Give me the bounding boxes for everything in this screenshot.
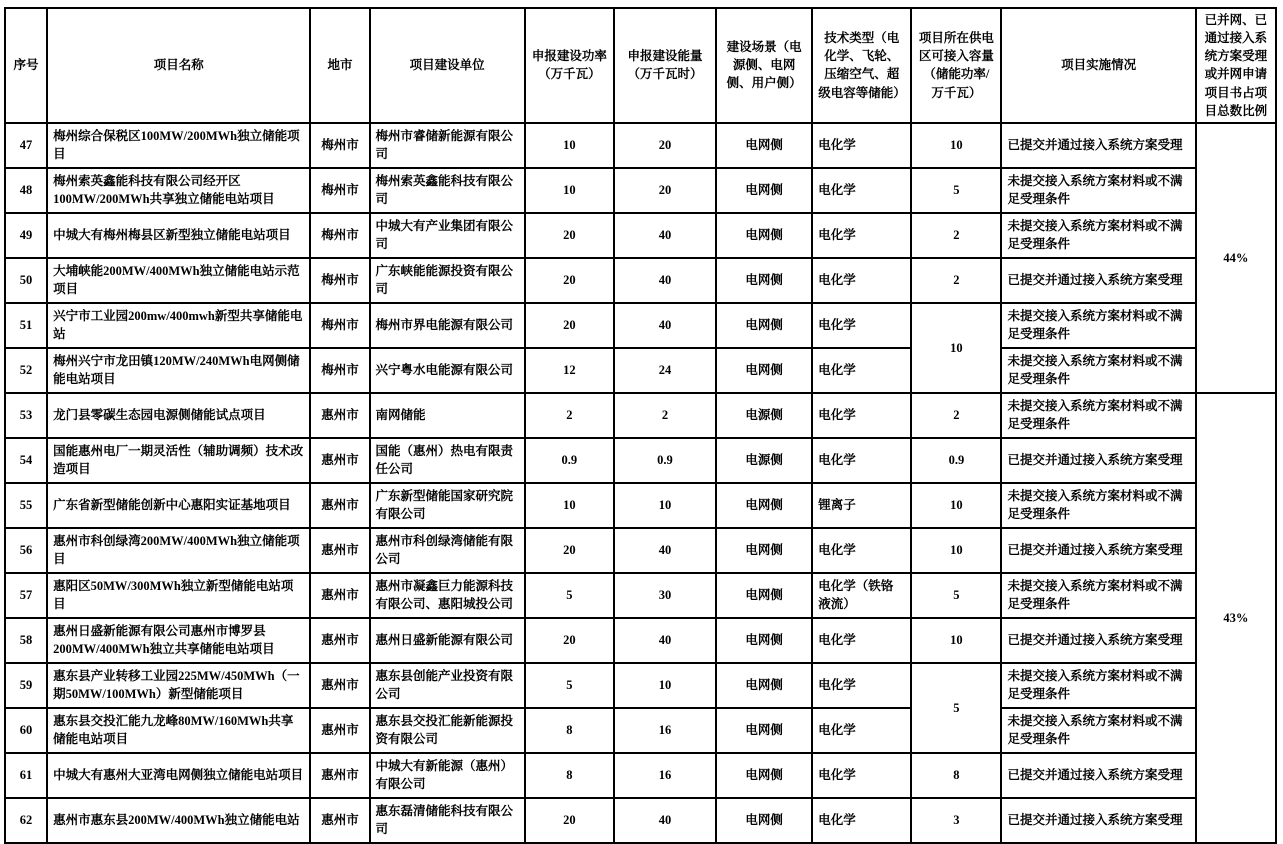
cell-construction-unit: 惠州日盛新能源有限公司 <box>370 618 525 663</box>
cell-implementation-status: 已提交并通过接入系统方案受理 <box>1001 753 1195 798</box>
cell-declared-energy: 40 <box>614 618 716 663</box>
cell-serial-number: 60 <box>5 708 47 753</box>
column-header-9: 项目实施情况 <box>1001 8 1195 123</box>
cell-declared-energy: 16 <box>614 708 716 753</box>
cell-declared-power: 10 <box>525 483 614 528</box>
cell-construction-unit: 兴宁粤水电能源有限公司 <box>370 348 525 393</box>
cell-construction-unit: 惠东磊清储能科技有限公司 <box>370 798 525 843</box>
cell-city: 惠州市 <box>310 393 369 438</box>
cell-technology-type: 电化学 <box>812 213 911 258</box>
cell-construction-scenario: 电网侧 <box>716 618 812 663</box>
cell-serial-number: 58 <box>5 618 47 663</box>
cell-technology-type: 电化学（铁铬液流） <box>812 573 911 618</box>
cell-declared-power: 2 <box>525 393 614 438</box>
cell-declared-energy: 40 <box>614 528 716 573</box>
cell-declared-energy: 40 <box>614 798 716 843</box>
cell-project-name: 广东省新型储能创新中心惠阳实证基地项目 <box>47 483 310 528</box>
cell-implementation-status: 未提交接入系统方案材料或不满足受理条件 <box>1001 303 1195 348</box>
cell-project-name: 梅州索英鑫能科技有限公司经开区100MW/200MWh共享独立储能电站项目 <box>47 168 310 213</box>
cell-serial-number: 47 <box>5 123 47 168</box>
column-header-5: 申报建设能量（万千瓦时） <box>614 8 716 123</box>
cell-technology-type: 电化学 <box>812 528 911 573</box>
cell-connectable-capacity: 5 <box>911 663 1001 753</box>
cell-declared-energy: 0.9 <box>614 438 716 483</box>
table-row-60 <box>5 708 1276 753</box>
cell-connectable-capacity: 8 <box>911 753 1001 798</box>
table-row-54 <box>5 438 1276 483</box>
cell-construction-scenario: 电源侧 <box>716 393 812 438</box>
cell-technology-type: 电化学 <box>812 663 911 708</box>
cell-construction-scenario: 电网侧 <box>716 753 812 798</box>
cell-construction-scenario: 电网侧 <box>716 528 812 573</box>
header-row <box>5 8 1276 123</box>
cell-construction-scenario: 电网侧 <box>716 123 812 168</box>
cell-implementation-status: 未提交接入系统方案材料或不满足受理条件 <box>1001 573 1195 618</box>
cell-technology-type: 锂离子 <box>812 483 911 528</box>
cell-serial-number: 56 <box>5 528 47 573</box>
cell-declared-power: 20 <box>525 213 614 258</box>
cell-declared-energy: 40 <box>614 303 716 348</box>
cell-project-name: 梅州综合保税区100MW/200MWh独立储能项目 <box>47 123 310 168</box>
cell-declared-power: 20 <box>525 798 614 843</box>
cell-city: 梅州市 <box>310 303 369 348</box>
cell-city: 梅州市 <box>310 123 369 168</box>
cell-city: 惠州市 <box>310 618 369 663</box>
cell-technology-type: 电化学 <box>812 348 911 393</box>
cell-grid-connection-ratio: 43% <box>1196 393 1276 843</box>
cell-declared-energy: 30 <box>614 573 716 618</box>
column-header-0: 序号 <box>5 8 47 123</box>
table-row-49 <box>5 213 1276 258</box>
cell-connectable-capacity: 10 <box>911 483 1001 528</box>
cell-technology-type: 电化学 <box>812 618 911 663</box>
table-row-58 <box>5 618 1276 663</box>
column-header-3: 项目建设单位 <box>370 8 525 123</box>
cell-project-name: 惠东县产业转移工业园225MW/450MWh（一期50MW/100MWh）新型储能项目 <box>47 663 310 708</box>
cell-serial-number: 48 <box>5 168 47 213</box>
cell-implementation-status: 已提交并通过接入系统方案受理 <box>1001 123 1195 168</box>
cell-construction-unit: 梅州市界电能源有限公司 <box>370 303 525 348</box>
table-row-59 <box>5 663 1276 708</box>
cell-construction-scenario: 电网侧 <box>716 798 812 843</box>
column-header-8: 项目所在供电区可接入容量（储能功率/万千瓦） <box>911 8 1001 123</box>
cell-project-name: 大埔峡能200MW/400MWh独立储能电站示范项目 <box>47 258 310 303</box>
cell-declared-power: 5 <box>525 573 614 618</box>
cell-implementation-status: 已提交并通过接入系统方案受理 <box>1001 798 1195 843</box>
cell-declared-power: 20 <box>525 303 614 348</box>
cell-construction-unit: 广东峡能能源投资有限公司 <box>370 258 525 303</box>
cell-construction-unit: 惠州市凝鑫巨力能源科技有限公司、惠阳城投公司 <box>370 573 525 618</box>
cell-connectable-capacity: 10 <box>911 123 1001 168</box>
cell-project-name: 惠州日盛新能源有限公司惠州市博罗县200MW/400MWh独立共享储能电站项目 <box>47 618 310 663</box>
cell-implementation-status: 未提交接入系统方案材料或不满足受理条件 <box>1001 168 1195 213</box>
cell-project-name: 惠阳区50MW/300MWh独立新型储能电站项目 <box>47 573 310 618</box>
table-row-51 <box>5 303 1276 348</box>
cell-serial-number: 54 <box>5 438 47 483</box>
cell-declared-power: 20 <box>525 618 614 663</box>
column-header-7: 技术类型（电化学、飞轮、压缩空气、超级电容等储能） <box>812 8 911 123</box>
cell-serial-number: 62 <box>5 798 47 843</box>
table-row-56 <box>5 528 1276 573</box>
cell-connectable-capacity: 0.9 <box>911 438 1001 483</box>
cell-connectable-capacity: 5 <box>911 573 1001 618</box>
cell-project-name: 国能惠州电厂一期灵活性（辅助调频）技术改造项目 <box>47 438 310 483</box>
cell-serial-number: 57 <box>5 573 47 618</box>
cell-construction-scenario: 电网侧 <box>716 483 812 528</box>
cell-declared-power: 12 <box>525 348 614 393</box>
cell-technology-type: 电化学 <box>812 438 911 483</box>
cell-connectable-capacity: 10 <box>911 528 1001 573</box>
table-head <box>5 8 1276 123</box>
cell-construction-unit: 广东新型储能国家研究院有限公司 <box>370 483 525 528</box>
table-row-55 <box>5 483 1276 528</box>
table-row-50 <box>5 258 1276 303</box>
cell-implementation-status: 已提交并通过接入系统方案受理 <box>1001 618 1195 663</box>
cell-implementation-status: 已提交并通过接入系统方案受理 <box>1001 258 1195 303</box>
cell-construction-scenario: 电网侧 <box>716 303 812 348</box>
cell-construction-scenario: 电网侧 <box>716 708 812 753</box>
cell-declared-power: 20 <box>525 258 614 303</box>
cell-project-name: 中城大有惠州大亚湾电网侧独立储能电站项目 <box>47 753 310 798</box>
cell-project-name: 中城大有梅州梅县区新型独立储能电站项目 <box>47 213 310 258</box>
cell-project-name: 惠东县交投汇能九龙峰80MW/160MWh共享储能电站项目 <box>47 708 310 753</box>
cell-city: 惠州市 <box>310 708 369 753</box>
storage-projects-table <box>4 7 1277 844</box>
table-row-52 <box>5 348 1276 393</box>
cell-city: 梅州市 <box>310 258 369 303</box>
cell-implementation-status: 未提交接入系统方案材料或不满足受理条件 <box>1001 663 1195 708</box>
cell-implementation-status: 未提交接入系统方案材料或不满足受理条件 <box>1001 708 1195 753</box>
table-row-57 <box>5 573 1276 618</box>
cell-connectable-capacity: 3 <box>911 798 1001 843</box>
cell-construction-scenario: 电网侧 <box>716 213 812 258</box>
cell-city: 惠州市 <box>310 438 369 483</box>
cell-technology-type: 电化学 <box>812 708 911 753</box>
cell-serial-number: 51 <box>5 303 47 348</box>
column-header-10: 已并网、已通过接入系统方案受理或并网申请项目书占项目总数比例 <box>1196 8 1276 123</box>
cell-city: 惠州市 <box>310 528 369 573</box>
table-row-62 <box>5 798 1276 843</box>
cell-declared-power: 5 <box>525 663 614 708</box>
column-header-2: 地市 <box>310 8 369 123</box>
table-row-53 <box>5 393 1276 438</box>
cell-implementation-status: 已提交并通过接入系统方案受理 <box>1001 528 1195 573</box>
cell-project-name: 梅州兴宁市龙田镇120MW/240MWh电网侧储能电站项目 <box>47 348 310 393</box>
cell-declared-energy: 10 <box>614 663 716 708</box>
cell-serial-number: 55 <box>5 483 47 528</box>
cell-technology-type: 电化学 <box>812 798 911 843</box>
cell-construction-scenario: 电网侧 <box>716 168 812 213</box>
cell-connectable-capacity: 10 <box>911 303 1001 393</box>
cell-serial-number: 61 <box>5 753 47 798</box>
cell-city: 梅州市 <box>310 348 369 393</box>
cell-declared-energy: 20 <box>614 168 716 213</box>
cell-declared-power: 0.9 <box>525 438 614 483</box>
table-row-47 <box>5 123 1276 168</box>
cell-city: 惠州市 <box>310 663 369 708</box>
cell-declared-power: 8 <box>525 708 614 753</box>
cell-project-name: 兴宁市工业园200mw/400mwh新型共享储能电站 <box>47 303 310 348</box>
cell-declared-energy: 20 <box>614 123 716 168</box>
cell-construction-scenario: 电网侧 <box>716 663 812 708</box>
cell-implementation-status: 未提交接入系统方案材料或不满足受理条件 <box>1001 393 1195 438</box>
cell-city: 惠州市 <box>310 483 369 528</box>
cell-construction-unit: 梅州索英鑫能科技有限公司 <box>370 168 525 213</box>
cell-construction-scenario: 电源侧 <box>716 438 812 483</box>
cell-technology-type: 电化学 <box>812 753 911 798</box>
cell-connectable-capacity: 5 <box>911 168 1001 213</box>
cell-connectable-capacity: 2 <box>911 258 1001 303</box>
cell-connectable-capacity: 2 <box>911 393 1001 438</box>
cell-construction-unit: 惠州市科创绿湾储能有限公司 <box>370 528 525 573</box>
cell-declared-energy: 40 <box>614 258 716 303</box>
cell-declared-power: 20 <box>525 528 614 573</box>
cell-serial-number: 59 <box>5 663 47 708</box>
cell-declared-energy: 16 <box>614 753 716 798</box>
cell-implementation-status: 未提交接入系统方案材料或不满足受理条件 <box>1001 483 1195 528</box>
cell-technology-type: 电化学 <box>812 393 911 438</box>
cell-serial-number: 50 <box>5 258 47 303</box>
cell-technology-type: 电化学 <box>812 258 911 303</box>
cell-serial-number: 49 <box>5 213 47 258</box>
cell-construction-unit: 惠东县交投汇能新能源投资有限公司 <box>370 708 525 753</box>
cell-technology-type: 电化学 <box>812 123 911 168</box>
cell-construction-scenario: 电网侧 <box>716 348 812 393</box>
cell-declared-energy: 10 <box>614 483 716 528</box>
cell-project-name: 惠州市惠东县200MW/400MWh独立储能电站 <box>47 798 310 843</box>
cell-declared-power: 8 <box>525 753 614 798</box>
cell-city: 梅州市 <box>310 213 369 258</box>
column-header-4: 申报建设功率（万千瓦） <box>525 8 614 123</box>
cell-serial-number: 53 <box>5 393 47 438</box>
table-row-48 <box>5 168 1276 213</box>
cell-construction-unit: 中城大有产业集团有限公司 <box>370 213 525 258</box>
column-header-1: 项目名称 <box>47 8 310 123</box>
cell-construction-unit: 梅州市睿储新能源有限公司 <box>370 123 525 168</box>
cell-implementation-status: 已提交并通过接入系统方案受理 <box>1001 438 1195 483</box>
cell-declared-energy: 2 <box>614 393 716 438</box>
cell-grid-connection-ratio: 44% <box>1196 123 1276 393</box>
cell-technology-type: 电化学 <box>812 168 911 213</box>
cell-city: 惠州市 <box>310 798 369 843</box>
cell-declared-power: 10 <box>525 168 614 213</box>
cell-connectable-capacity: 10 <box>911 618 1001 663</box>
cell-connectable-capacity: 2 <box>911 213 1001 258</box>
cell-construction-unit: 中城大有新能源（惠州）有限公司 <box>370 753 525 798</box>
cell-construction-unit: 国能（惠州）热电有限责任公司 <box>370 438 525 483</box>
cell-construction-unit: 南网储能 <box>370 393 525 438</box>
cell-construction-scenario: 电网侧 <box>716 258 812 303</box>
table-body <box>5 123 1276 843</box>
cell-implementation-status: 未提交接入系统方案材料或不满足受理条件 <box>1001 348 1195 393</box>
cell-construction-scenario: 电网侧 <box>716 573 812 618</box>
cell-declared-energy: 40 <box>614 213 716 258</box>
cell-city: 惠州市 <box>310 753 369 798</box>
cell-city: 梅州市 <box>310 168 369 213</box>
cell-project-name: 惠州市科创绿湾200MW/400MWh独立储能项目 <box>47 528 310 573</box>
cell-city: 惠州市 <box>310 573 369 618</box>
cell-construction-unit: 惠东县创能产业投资有限公司 <box>370 663 525 708</box>
table-row-61 <box>5 753 1276 798</box>
cell-declared-power: 10 <box>525 123 614 168</box>
column-header-6: 建设场景（电源侧、电网侧、用户侧） <box>716 8 812 123</box>
cell-implementation-status: 未提交接入系统方案材料或不满足受理条件 <box>1001 213 1195 258</box>
cell-declared-energy: 24 <box>614 348 716 393</box>
cell-project-name: 龙门县零碳生态园电源侧储能试点项目 <box>47 393 310 438</box>
cell-serial-number: 52 <box>5 348 47 393</box>
cell-technology-type: 电化学 <box>812 303 911 348</box>
